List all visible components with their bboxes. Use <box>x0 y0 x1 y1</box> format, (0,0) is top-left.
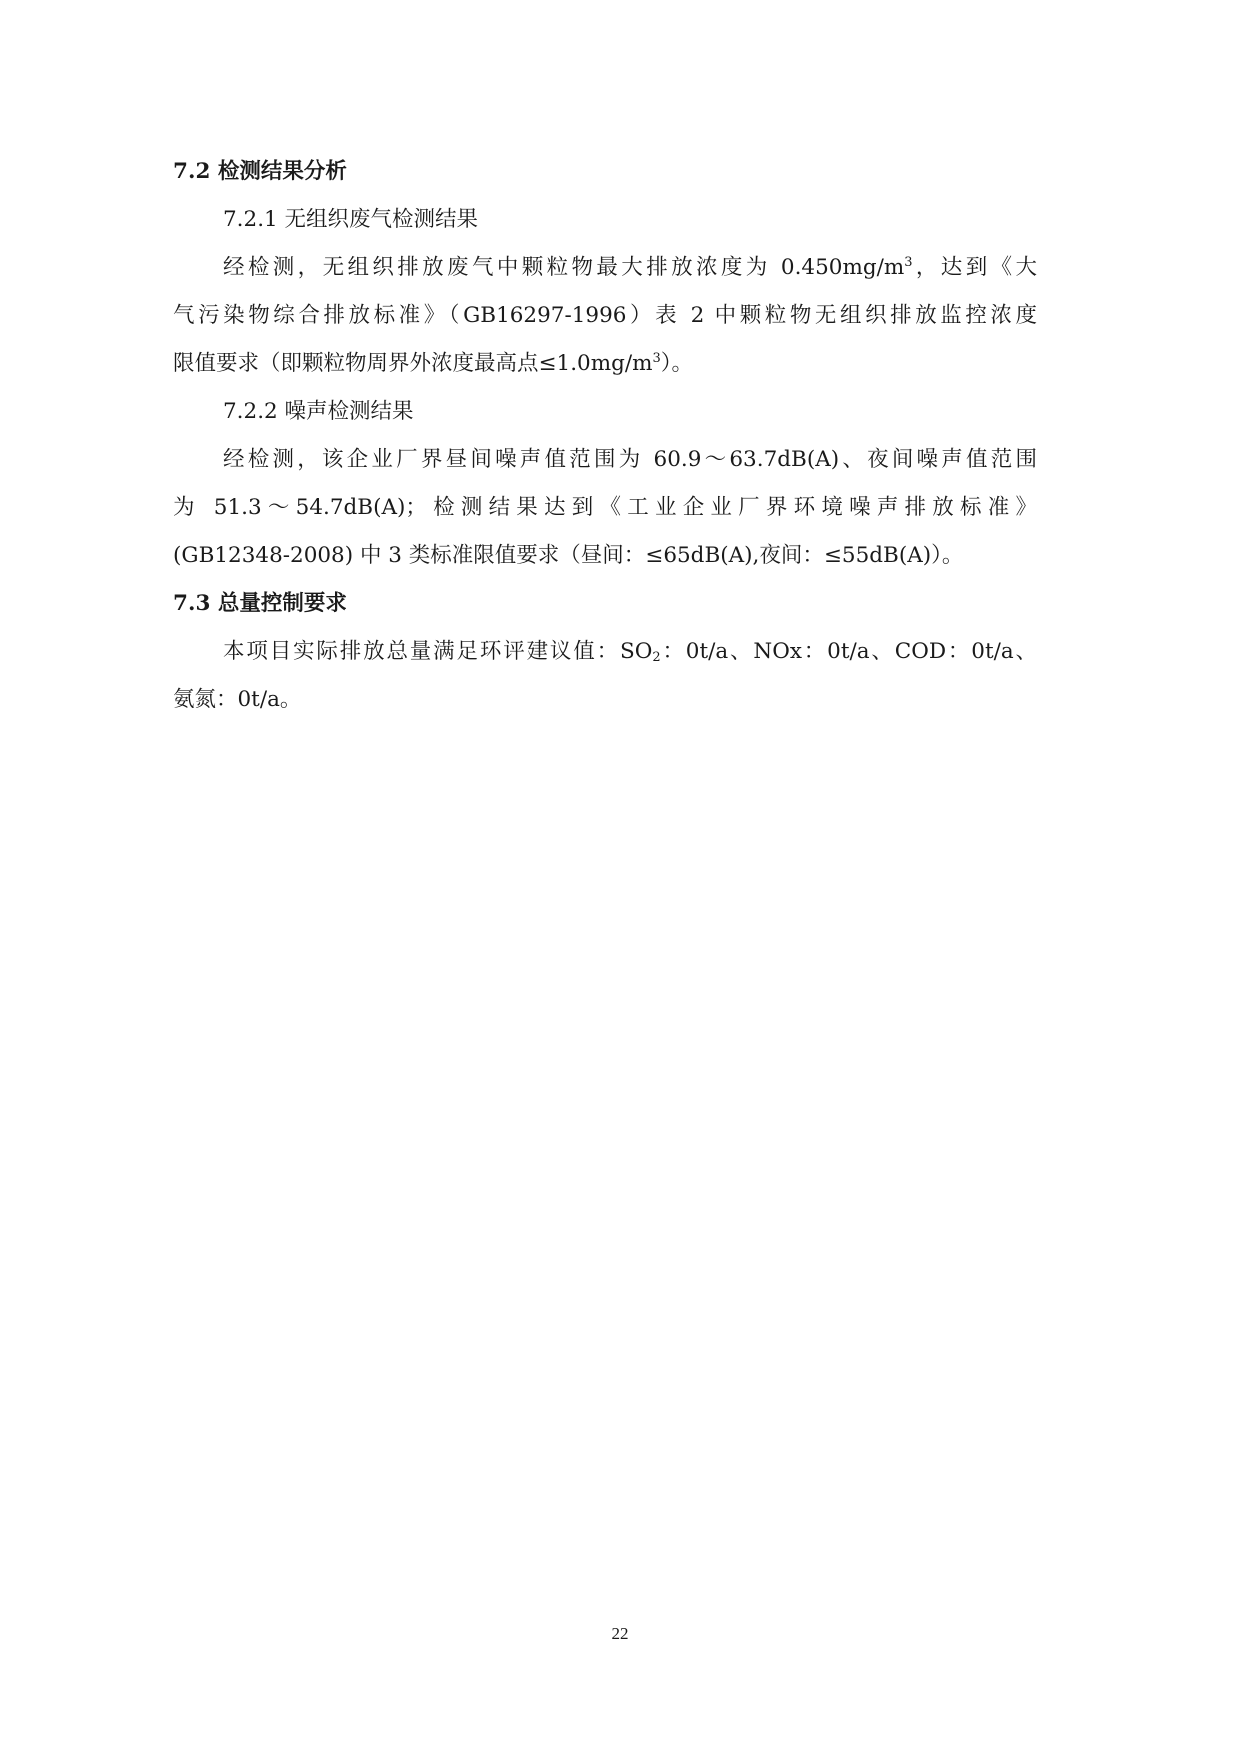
subscript: 2 <box>652 650 661 665</box>
superscript: 3 <box>904 255 913 270</box>
section-7-3-paragraph <box>173 628 1037 724</box>
superscript: 3 <box>652 351 661 366</box>
section-7-2-heading: 7.2 检测结果分析 <box>173 159 347 184</box>
section-7-2-1-paragraph <box>173 244 1037 388</box>
text-run: ）。 <box>660 351 694 376</box>
text-run: 经检测，无组织排放废气中颗粒物最大排放浓度为 0.450mg/m <box>223 255 905 280</box>
section-7-3-heading: 7.3 总量控制要求 <box>173 591 347 616</box>
paragraph-line <box>173 244 1037 292</box>
page-content <box>173 148 1037 724</box>
paragraph-line: 为 51.3～54.7dB(A)；检测结果达到《工业企业厂界环境噪声排放标准》 <box>173 495 1037 520</box>
paragraph-line: (GB12348-2008) 中 3 类标准限值要求（昼间：≤65dB(A),夜间：≤55dB(A)）。 <box>173 543 964 568</box>
text-run: 本项目实际排放总量满足环评建议值：SO <box>223 639 653 664</box>
paragraph-line <box>173 628 1037 676</box>
section-7-2-2-paragraph <box>173 436 1037 580</box>
paragraph-line <box>173 340 1037 388</box>
text-run: ，达到《大 <box>912 255 1037 280</box>
paragraph-line: 经检测，该企业厂界昼间噪声值范围为 60.9～63.7dB(A)、夜间噪声值范围 <box>223 447 1037 472</box>
paragraph-line: 气污染物综合排放标准》（GB16297-1996）表 2 中颗粒物无组织排放监控浓度 <box>173 303 1037 328</box>
text-run: 限值要求（即颗粒物周界外浓度最高点≤1.0mg/m <box>173 351 653 376</box>
paragraph-line: 氨氮：0t/a。 <box>173 687 302 712</box>
section-7-2-2-heading: 7.2.2 噪声检测结果 <box>223 399 414 424</box>
text-run: ：0t/a、NOx：0t/a、COD：0t/a、 <box>660 639 1037 664</box>
page-number: 22 <box>611 1624 629 1643</box>
section-7-2-1-heading: 7.2.1 无组织废气检测结果 <box>223 207 479 232</box>
